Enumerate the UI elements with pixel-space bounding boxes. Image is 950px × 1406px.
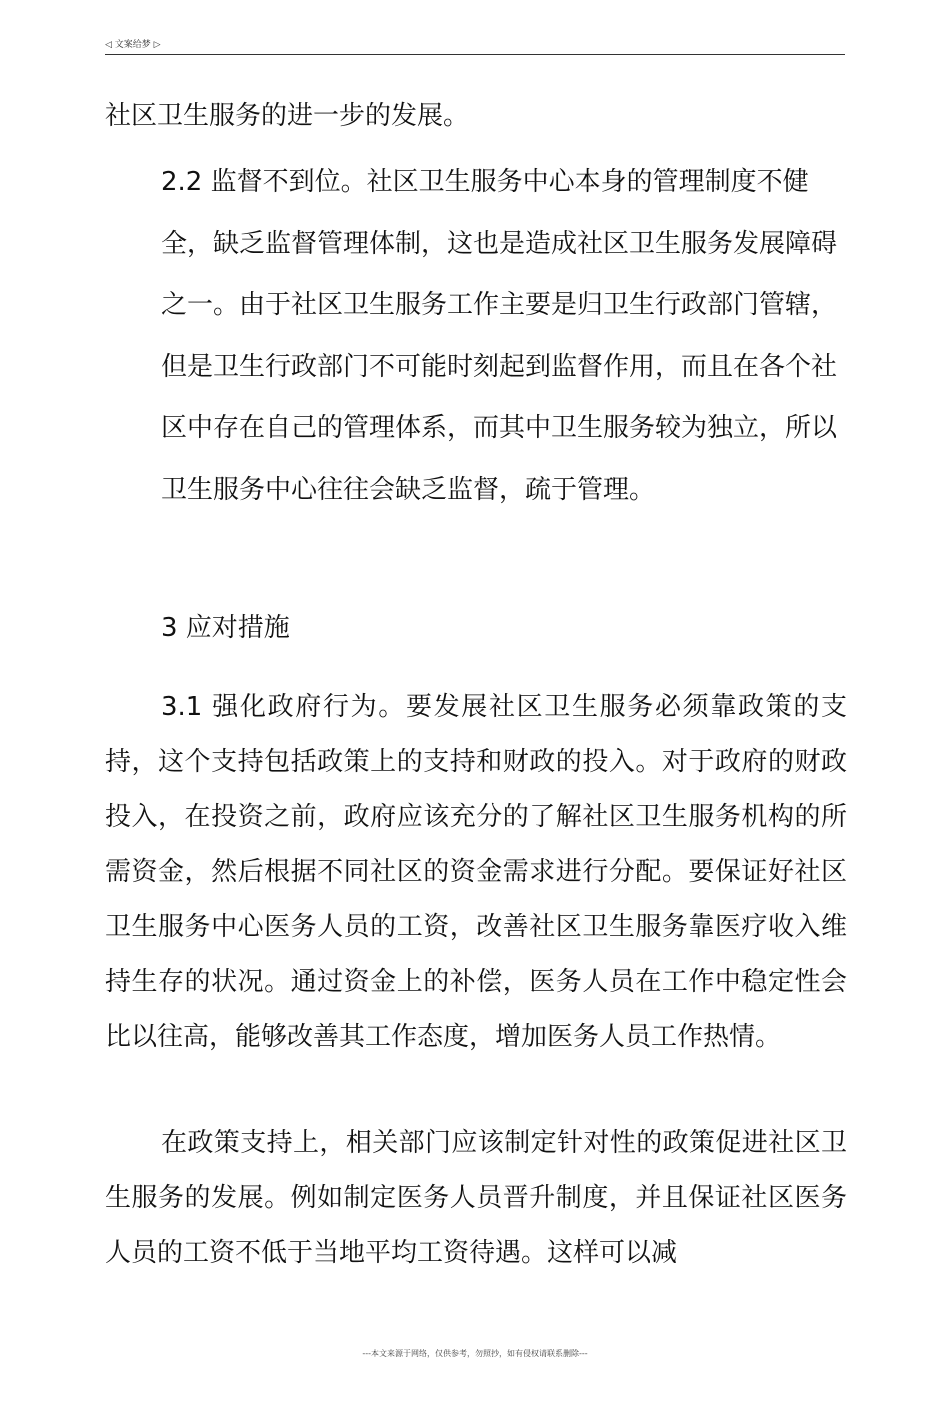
paragraph-government: 3.1 强化政府行为。要发展社区卫生服务必须靠政策的支持，这个支持包括政策上的支持和财政的投入。对于政府的财政投入，在投资之前，政府应该充分的了解社区卫生服务机构的所需资金，然后根据不同社区的资金需求进行分配。要保证好社区卫生服务中心医务人员的工资，改善社区卫生服务靠医疗收入维持生存的状况。通过资金上的补偿，医务人员在工作中稳定性会比以往高，能够改善其工作态度，增加医务人员工作热情。 [105, 692, 847, 1052]
paragraph-continuation: 社区卫生服务的进一步的发展。 [105, 101, 470, 131]
header-title: ◁ 文案给梦 ▷ [105, 40, 161, 50]
page-footer: ---本文来源于网络，仅供参考，勿照抄，如有侵权请联系删除--- [362, 1349, 588, 1358]
page-header [105, 38, 845, 55]
paragraph-supervision: 2.2 监督不到位。社区卫生服务中心本身的管理制度不健全，缺乏监督管理体制，这也是造成社区卫生服务发展障碍之一。由于社区卫生服务工作主要是归卫生行政部门管辖，但是卫生行政部门不可能时刻起到监督作用，而且在各个社区中存在自己的管理体系，而其中卫生服务较为独立，所以卫生服务中心往往会缺乏监督，疏于管理。 [161, 167, 838, 505]
section-heading: 3 应对措施 [161, 613, 290, 643]
paragraph-policy: 在政策支持上，相关部门应该制定针对性的政策促进社区卫生服务的发展。例如制定医务人员晋升制度，并且保证社区医务人员的工资不低于当地平均工资待遇。这样可以减 [105, 1128, 847, 1268]
